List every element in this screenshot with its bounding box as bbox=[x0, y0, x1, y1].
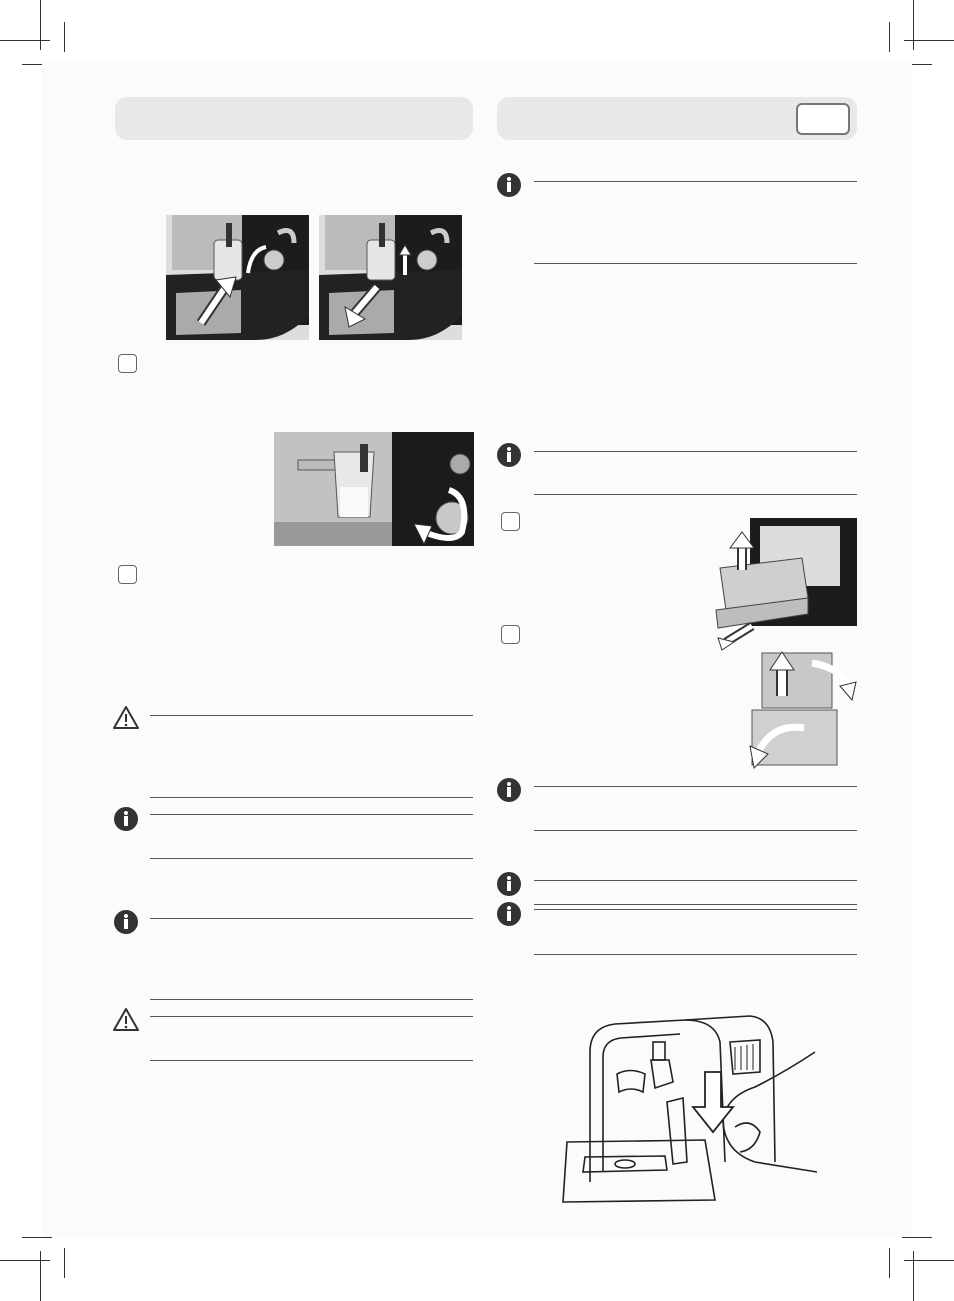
note-rule bbox=[534, 909, 857, 910]
crop-mark bbox=[889, 1248, 890, 1278]
note-rule bbox=[150, 715, 473, 716]
note-rule bbox=[534, 830, 857, 831]
note-rule bbox=[534, 494, 857, 495]
info-icon bbox=[495, 776, 523, 804]
crop-mark bbox=[902, 1237, 932, 1238]
step-checkbox[interactable] bbox=[118, 565, 137, 584]
crop-mark bbox=[40, 0, 41, 50]
crop-mark bbox=[913, 1251, 914, 1301]
crop-mark bbox=[889, 22, 890, 52]
crop-mark bbox=[40, 1251, 41, 1301]
step-checkbox[interactable] bbox=[501, 625, 520, 644]
crop-mark bbox=[64, 22, 65, 52]
note-rule bbox=[534, 451, 857, 452]
note-rule bbox=[534, 263, 857, 264]
crop-mark bbox=[913, 0, 914, 50]
info-icon bbox=[495, 441, 523, 469]
page-number-box bbox=[796, 103, 850, 135]
steam-pitcher-insert-illustration bbox=[166, 215, 309, 340]
note-rule bbox=[534, 786, 857, 787]
info-icon bbox=[495, 171, 523, 199]
warning-icon bbox=[112, 1006, 140, 1034]
step-checkbox[interactable] bbox=[501, 512, 520, 531]
warning-icon bbox=[112, 704, 140, 732]
crop-mark bbox=[0, 1260, 50, 1261]
note-rule bbox=[534, 954, 857, 955]
crop-mark bbox=[0, 40, 50, 41]
crop-mark bbox=[904, 1260, 954, 1261]
water-filter-insert-illustration bbox=[555, 1012, 825, 1204]
step-checkbox[interactable] bbox=[118, 354, 137, 373]
crop-mark bbox=[22, 1237, 52, 1238]
steam-knob-turn-illustration bbox=[274, 432, 474, 546]
note-rule bbox=[150, 814, 473, 815]
note-rule bbox=[534, 181, 857, 182]
note-rule bbox=[150, 1060, 473, 1061]
info-icon bbox=[495, 900, 523, 928]
info-icon bbox=[112, 805, 140, 833]
note-rule bbox=[150, 999, 473, 1000]
info-icon bbox=[112, 908, 140, 936]
note-rule bbox=[534, 904, 857, 905]
note-rule bbox=[150, 918, 473, 919]
steam-pitcher-remove-illustration bbox=[319, 215, 462, 340]
note-rule bbox=[534, 880, 857, 881]
info-icon bbox=[495, 870, 523, 898]
crop-mark bbox=[64, 1248, 65, 1278]
note-rule bbox=[150, 797, 473, 798]
drip-tray-removal-illustration bbox=[712, 518, 857, 773]
note-rule bbox=[150, 858, 473, 859]
crop-mark bbox=[904, 40, 954, 41]
note-rule bbox=[150, 1016, 473, 1017]
left-section-header bbox=[115, 97, 473, 140]
